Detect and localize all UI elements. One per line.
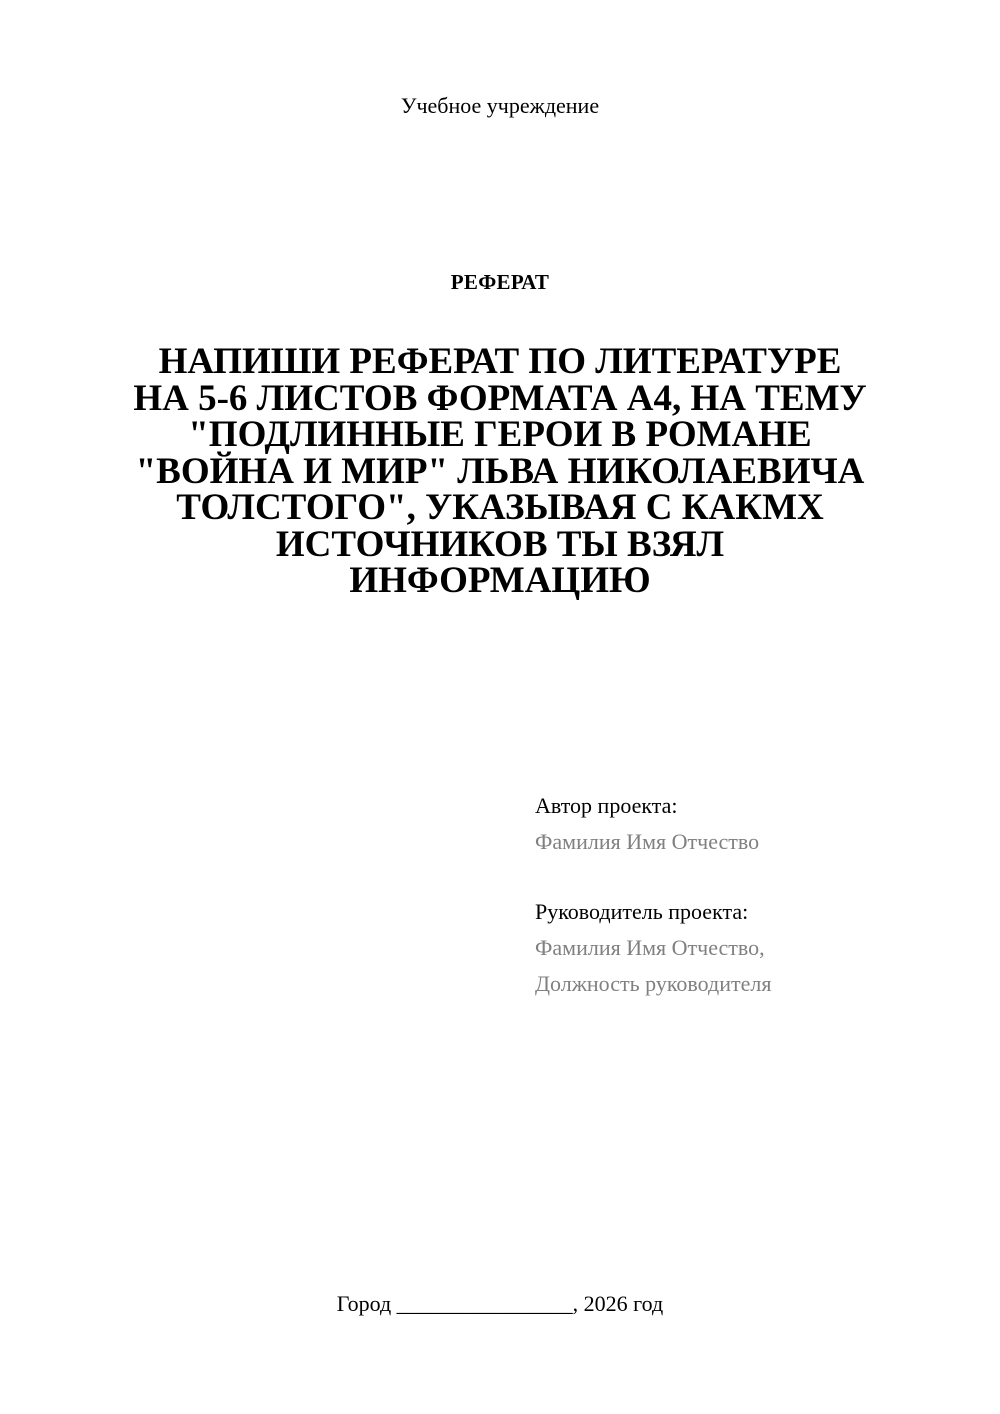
document-title — [90, 341, 910, 601]
title-line: "ПОДЛИННЫЕ ГЕРОИ В РОМАНЕ — [188, 414, 812, 455]
author-name: Фамилия Имя Отчество — [535, 829, 760, 854]
supervisor-position: Должность руководителя — [535, 971, 772, 996]
title-line: "ВОЙНА И МИР" ЛЬВА НИКОЛАЕВИЧА — [135, 450, 865, 492]
city-year-line: Город ________________, 2026 год — [336, 1291, 664, 1316]
authors-block — [535, 788, 975, 1002]
title-line: НАПИШИ РЕФЕРАТ ПО ЛИТЕРАТУРЕ — [158, 341, 842, 382]
supervisor-label: Руководитель проекта: — [535, 899, 749, 924]
spacer — [535, 860, 975, 894]
document-type: РЕФЕРАТ — [450, 270, 550, 294]
supervisor-name: Фамилия Имя Отчество, — [535, 935, 765, 960]
title-line: ИНФОРМАЦИЮ — [349, 560, 651, 601]
institution-name: Учебное учреждение — [400, 93, 600, 118]
title-line: ИСТОЧНИКОВ ТЫ ВЗЯЛ — [275, 523, 725, 565]
author-label: Автор проекта: — [535, 793, 678, 818]
title-line: ТОЛСТОГО", УКАЗЫВАЯ С КАКМХ — [176, 487, 824, 528]
title-line: НА 5-6 ЛИСТОВ ФОРМАТА А4, НА ТЕМУ — [133, 377, 867, 419]
